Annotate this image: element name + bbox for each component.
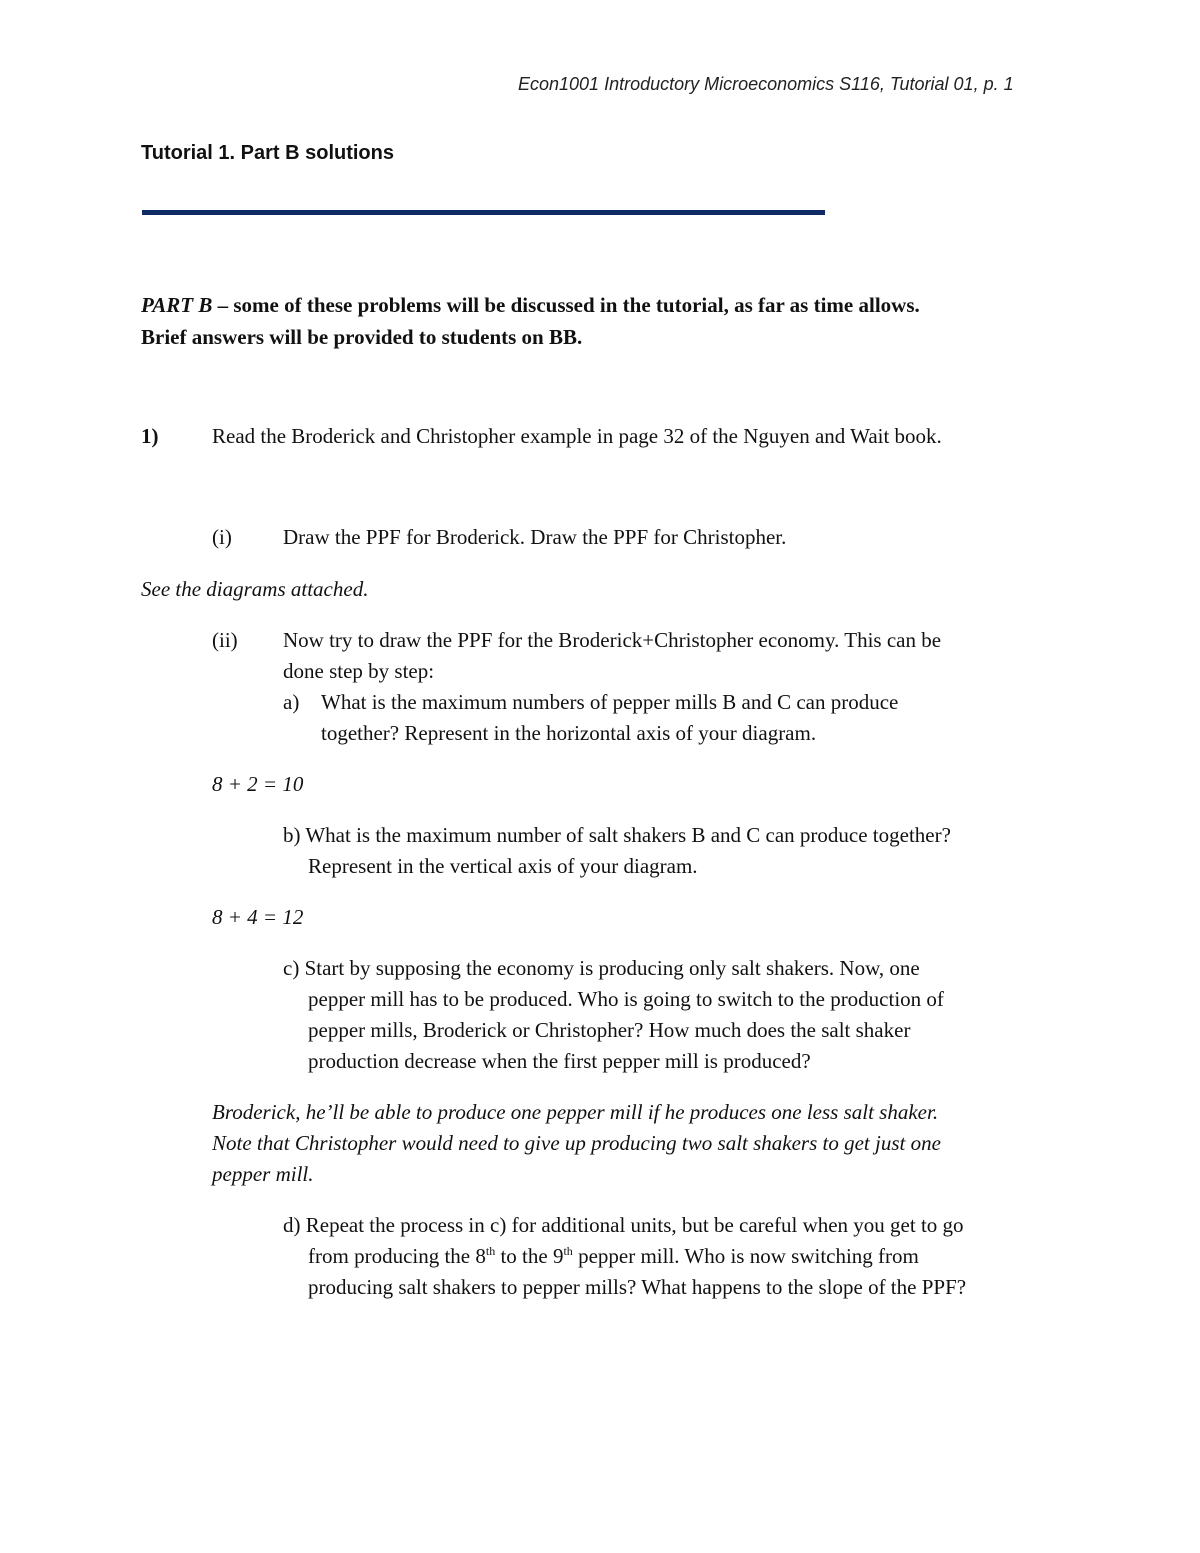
part-d-line3: producing salt shakers to pepper mills? What happens to the slope of the PPF? [308,1275,967,1299]
answer-b: 8 + 4 = 12 [212,905,304,929]
part-c-line2: pepper mill has to be produced. Who is going to switch to the production of [308,987,944,1011]
subquestion-ii-label: (ii) [212,628,238,652]
answer-c-line2: Note that Christopher would need to give up producing two salt shakers to get just one [212,1131,941,1155]
title-divider [142,210,825,215]
part-c-line1: c) Start by supposing the economy is producing only salt shakers. Now, one [283,956,920,980]
subquestion-i-label: (i) [212,525,232,549]
part-b-intro-text: – some of these problems will be discussed in the tutorial, as far as time allows. [212,293,920,317]
ordinal-superscript-8: th [485,1244,496,1258]
part-a-line1: What is the maximum numbers of pepper mills B and C can produce [321,690,899,714]
part-d-line2 [308,1244,919,1269]
part-d-line2-start: from producing the 8 [308,1244,486,1268]
question-1-text: Read the Broderick and Christopher example in page 32 of the Nguyen and Wait book. [212,424,942,448]
document-title: Tutorial 1. Part B solutions [141,142,394,164]
answer-i: See the diagrams attached. [141,577,369,601]
answer-a: 8 + 2 = 10 [212,772,304,796]
subquestion-i-text: Draw the PPF for Broderick. Draw the PPF for Christopher. [283,525,787,549]
part-c-line3: pepper mills, Broderick or Christopher? How much does the salt shaker [308,1018,911,1042]
part-b-question-line1: b) What is the maximum number of salt shakers B and C can produce together? [283,823,951,847]
question-1-number: 1) [141,424,159,448]
part-d-line1: d) Repeat the process in c) for additional units, but be careful when you get to go [283,1213,964,1237]
part-b-intro [141,293,920,318]
part-a-line2: together? Represent in the horizontal axis of your diagram. [321,721,817,745]
answer-c-line3: pepper mill. [212,1162,314,1186]
part-b-intro-line2: Brief answers will be provided to students on BB. [141,325,583,349]
ordinal-superscript-9: th [563,1244,573,1258]
answer-c-line1: Broderick, he’ll be able to produce one pepper mill if he produces one less salt shaker. [212,1100,939,1124]
running-header: Econ1001 Introductory Microeconomics S116, Tutorial 01, p. 1 [518,74,1014,94]
subquestion-ii-line2: done step by step: [283,659,435,683]
part-a-label: a) [283,690,300,714]
part-b-question-line2: Represent in the vertical axis of your diagram. [308,854,698,878]
part-b-label: PART B [141,293,213,317]
part-d-line2-end: pepper mill. Who is now switching from [572,1244,919,1268]
part-c-line4: production decrease when the first pepper mill is produced? [308,1049,811,1073]
subquestion-ii-line1: Now try to draw the PPF for the Broderick+Christopher economy. This can be [283,628,942,652]
part-d-line2-middle: to the 9 [495,1244,564,1268]
